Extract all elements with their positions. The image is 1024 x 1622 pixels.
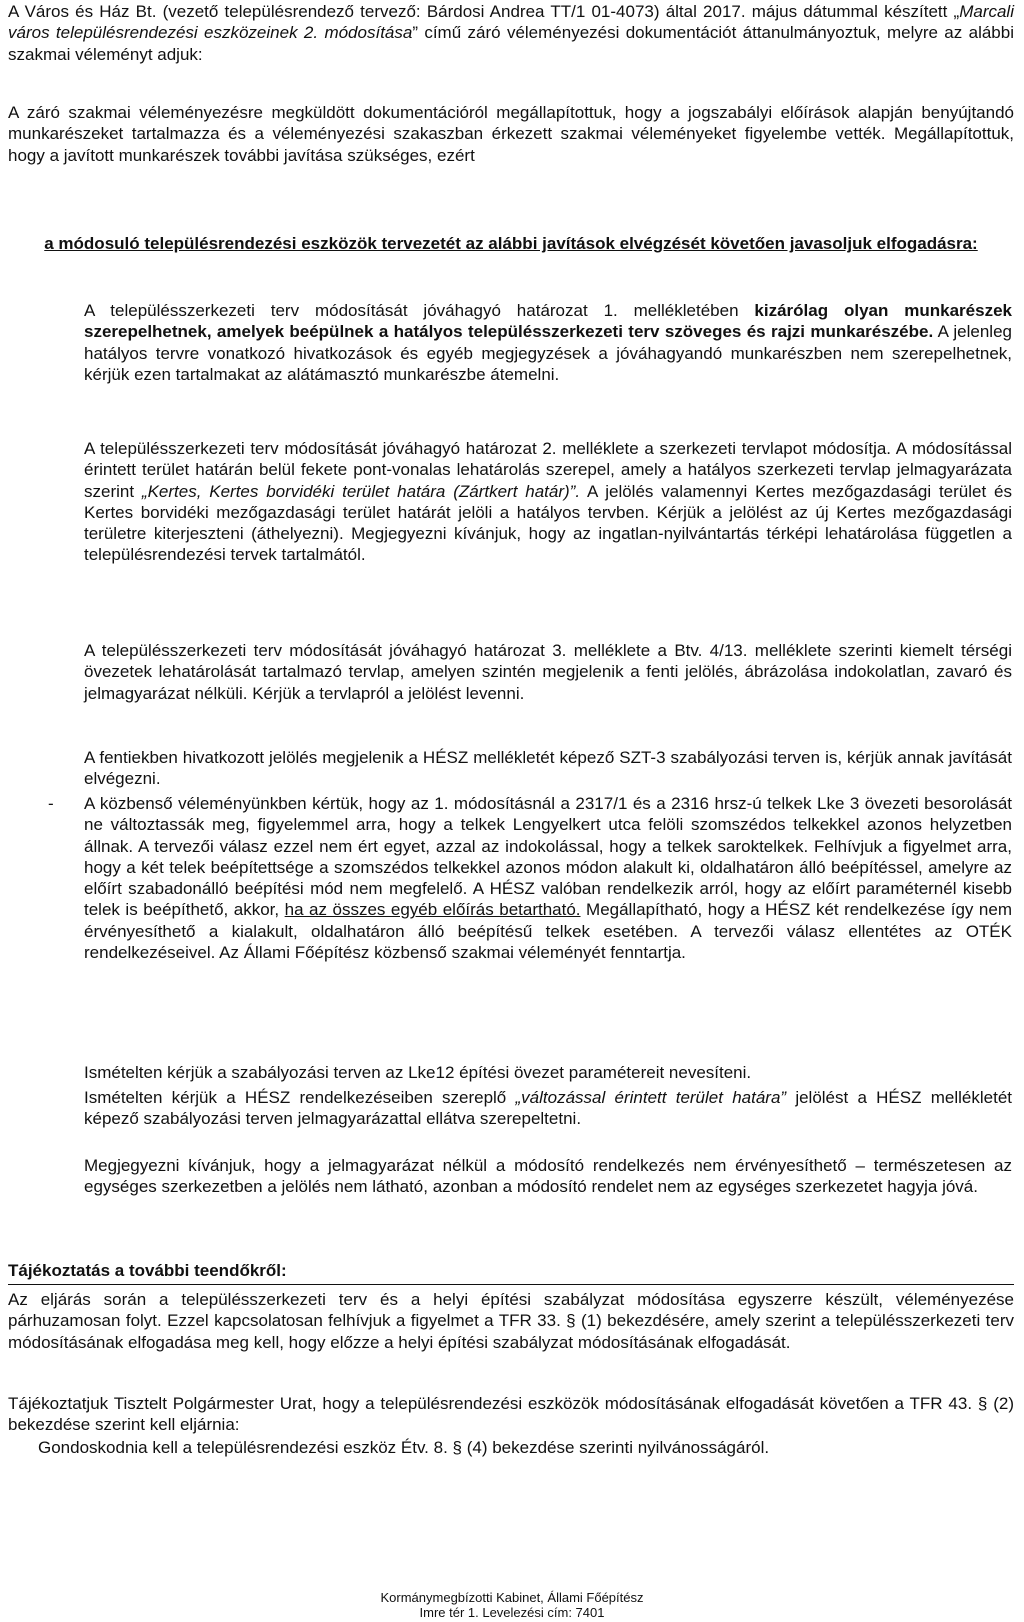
info-paragraph: Tájékoztatjuk Tisztelt Polgármester Urat, hogy a településrendezési eszközök módosításának elfogadását követően a TFR 43. § (2) bekezdése szerint kell eljárnia: (8, 1394, 1014, 1435)
item2-italic-text: „Kertes, Kertes borvidéki terület határa (Zártkert határ)”. (141, 481, 581, 501)
list-item: Megjegyezni kívánjuk, hogy a jelmagyarázat nélkül a módosító rendelkezés nem érvényesíthető – természetesen az egységes szerkezetben a jelölés nem látható, azonban a módosító rendelet nem az egységes szerkezetet hagyja jóvá. (84, 1156, 1012, 1197)
intro-document-title: Marcali város településrendezési eszközeinek 2. módosítása (8, 2, 1014, 43)
section-divider (8, 1284, 1014, 1285)
item2-text-a: A településszerkezeti terv módosítását jóváhagyó határozat 2. melléklete a szerkezeti tervlapot módosítja. A módosítással érintett terület határán belül fekete pont-vonalas lehatárolás szerepel, amely a hatályos szerkezeti tervlap jelmagyarázata szerint (84, 439, 1012, 501)
intro-text-a: A Város és Ház Bt. (vezető településrendező tervező: Bárdosi Andrea TT/1 01-4073) által 2017. május dátummal készített „ (8, 2, 960, 21)
item1-text-c: A jelenleg hatályos tervre vonatkozó hivatkozások és egyéb megjegyzések a jóváhagyandó munkarészben nem szerepelhetnek, kérjük ezen tartalmakat az alátámasztó munkarészbe átemelni. (84, 322, 1012, 384)
info-paragraph: Gondoskodnia kell a településrendezési eszköz Étv. 8. § (4) bekezdése szerinti nyilvánosságáról. (38, 1438, 770, 1457)
list-item: Ismételten kérjük a szabályozási terven az Lke12 építési övezet paramétereit nevesíteni. (84, 1063, 752, 1082)
item7-text-a: Ismételten kérjük a HÉSZ rendelkezéseiben szereplő (84, 1088, 516, 1107)
item5-underlined-text: ha az összes egyéb előírás betartható. (284, 900, 581, 920)
item2-text-c: A jelölés valamennyi Kertes mezőgazdasági terület és Kertes borvidéki mezőgazdasági terület határát jelöli a hatályos tervben. Kérjük a jelölést az új Kertes mezőgazdasági területre kiterjeszteni (áthelyezni). Megjegyezni kívánjuk, hogy az ingatlan-nyilvántartás térképi lehatárolása független a településrendezési tervek tartalmától. (84, 481, 1012, 565)
list-dash: - (48, 794, 54, 813)
item1-bold-text: kizárólag olyan munkarészek szerepelhetnek, amelyek beépülnek a hatályos településszerkezeti terv szöveges és rajzi munkarészébe. (84, 301, 1012, 342)
item1-text-a: A településszerkezeti terv módosítását jóváhagyó határozat 1. mellékletében (84, 301, 755, 320)
list-item (84, 300, 1012, 385)
findings-paragraph: A záró szakmai véleményezésre megküldött dokumentációról megállapítottuk, hogy a jogszabályi előírások alapján benyújtandó munkarészeket tartalmazza és a véleményezési szakaszban érkezett szakmai véleményeket figyelembe vették. Megállapítottuk, hogy a javított munkarészek további javítása szükséges, ezért (8, 103, 1014, 165)
item5-text-a: A közbenső véleményünkben kértük, hogy az 1. módosításnál a 2317/1 és a 2316 hrsz-ú telkek Lke 3 övezeti besorolását ne változtassák meg, figyelemmel arra, hogy a telkek Lengyelkert utca felöli szomszédos telkekkel azonos helyzetben állnak. A tervezői válasz ezzel nem ért egyet, azzal az indokolással, hogy a telkek saroktelkek. Felhívjuk a figyelmet arra, hogy a két telek beépítettsége a szomszédos telkekkel azonos módon alakult ki, oldalhatáron álló beépítéssel, amelyre az előírt szabadonálló beépítési mód nem megfelelő. A HÉSZ valóban rendelkezik arról, hogy az előírt paraméternél kisebb telek is beépíthető, akkor, (84, 794, 1012, 920)
item7-italic-text: „változással érintett terület határa” (515, 1088, 787, 1107)
list-item (84, 1087, 1012, 1130)
list-item: A fentiekben hivatkozott jelölés megjelenik a HÉSZ mellékletét képező SZT-3 szabályozási terven is, kérjük annak javítását elvégezni. (84, 748, 1012, 789)
list-item (84, 438, 1012, 566)
list-item (84, 793, 1012, 963)
intro-paragraph (8, 1, 1014, 65)
intro-text-c: ” című záró véleményezési dokumentációt áttanulmányoztuk, melyre az alábbi szakmai véleményt adjuk: (8, 23, 1014, 64)
footer-office-name: Kormánymegbízotti Kabinet, Állami Főépítész (380, 1590, 644, 1605)
info-paragraph: Az eljárás során a településszerkezeti terv és a helyi építési szabályzat módosítása egyszerre készült, véleményezése párhuzamosan folyt. Ezzel kapcsolatosan felhívjuk a figyelmet a TFR 33. § (1) bekezdésére, amely szerint a településszerkezeti terv módosításának elfogadása meg kell, hogy előzze a helyi építési szabályzat módosításának elfogadását. (8, 1290, 1014, 1352)
info-section-title: Tájékoztatás a további teendőkről: (8, 1261, 287, 1280)
footer-address: Imre tér 1. Levelezési cím: 7401 (419, 1605, 605, 1620)
recommendation-heading: a módosuló településrendezési eszközök tervezetét az alábbi javítások elvégzését követően javasoljuk elfogadásra: (44, 234, 978, 253)
list-item: A településszerkezeti terv módosítását jóváhagyó határozat 3. melléklete a Btv. 4/13. melléklete szerinti kiemelt térségi övezetek lehatárolását tartalmazó tervlap, amelyen szintén megjelenik a fenti jelölés, ábrázolása indokolatlan, zavaró és jelmagyarázat nélküli. Kérjük a tervlapról a jelölést levenni. (84, 641, 1012, 703)
item7-text-c: jelölést a HÉSZ mellékletét képező szabályozási terven jelmagyarázattal ellátva szerepeltetni. (84, 1088, 1012, 1129)
item5-text-c: Megállapítható, hogy a HÉSZ két rendelkezése így nem érvényesíthető a kialakult, oldalhatáron álló beépítésű telkek esetében. A tervezői válasz ellentétes az OTÉK rendelkezéseivel. Az Állami Főépítész közbenső szakmai véleményét fenntartja. (84, 900, 1012, 963)
